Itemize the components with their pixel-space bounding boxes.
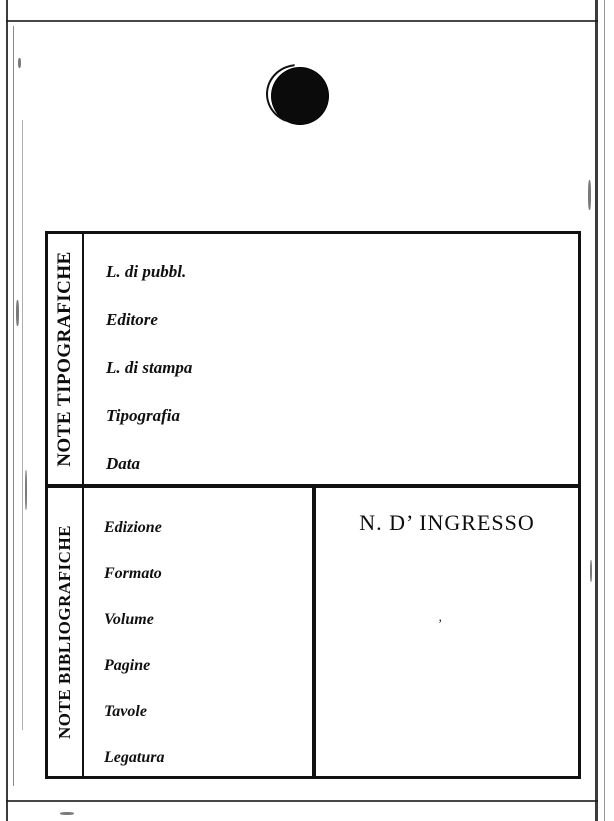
field-label-edizione: Edizione bbox=[104, 519, 162, 536]
field-row[interactable] bbox=[106, 388, 564, 428]
page-edge-right-inner bbox=[604, 0, 605, 821]
field-list-tipografiche bbox=[84, 234, 578, 484]
field-input-legatura[interactable] bbox=[172, 755, 306, 769]
section-note-tipografiche bbox=[48, 234, 578, 488]
field-label-tipografia: Tipografia bbox=[106, 406, 180, 425]
scan-speckle bbox=[590, 560, 592, 582]
side-label-text: NOTE BIBLIOGRAFICHE bbox=[55, 524, 74, 740]
section-note-bibliografiche bbox=[48, 488, 578, 776]
field-label-volume: Volume bbox=[104, 611, 154, 628]
page-edge-left bbox=[6, 0, 8, 821]
field-row[interactable] bbox=[104, 679, 306, 723]
scan-speckle bbox=[588, 180, 591, 210]
field-row[interactable] bbox=[104, 725, 306, 769]
field-input-edizione[interactable] bbox=[170, 525, 306, 539]
field-row[interactable] bbox=[106, 436, 564, 476]
field-input-volume[interactable] bbox=[162, 617, 306, 631]
page-edge-left-faint bbox=[22, 120, 23, 730]
ink-mark: ’ bbox=[438, 616, 443, 631]
field-label-formato: Formato bbox=[104, 565, 162, 582]
page-edge-left-inner bbox=[13, 26, 14, 786]
page-edge-right bbox=[595, 0, 598, 821]
field-row[interactable] bbox=[104, 495, 306, 539]
field-label-pagine: Pagine bbox=[104, 657, 151, 674]
field-label-l-di-stampa: L. di stampa bbox=[106, 358, 193, 377]
panel-numero-ingresso[interactable] bbox=[316, 488, 578, 776]
field-row[interactable] bbox=[106, 292, 564, 332]
field-row[interactable] bbox=[104, 633, 306, 677]
scan-speckle bbox=[18, 58, 21, 68]
field-input-editore[interactable] bbox=[166, 318, 564, 332]
scan-speckle bbox=[60, 812, 74, 815]
scan-speckle bbox=[25, 470, 27, 510]
page-edge-bottom bbox=[6, 800, 598, 802]
field-label-tavole: Tavole bbox=[104, 703, 147, 720]
field-label-l-di-pubbl: L. di pubbl. bbox=[106, 262, 187, 281]
section-side-label-tipografiche bbox=[48, 234, 84, 484]
field-label-legatura: Legatura bbox=[104, 749, 165, 766]
field-row[interactable] bbox=[104, 587, 306, 631]
scan-speckle bbox=[16, 300, 19, 326]
side-label-text: NOTE TIPOGRAFICHE bbox=[54, 251, 75, 467]
field-input-l-di-stampa[interactable] bbox=[200, 366, 564, 380]
field-input-data[interactable] bbox=[148, 462, 564, 476]
field-row[interactable] bbox=[106, 244, 564, 284]
punch-hole-icon bbox=[272, 68, 328, 124]
field-input-formato[interactable] bbox=[170, 571, 306, 585]
field-list-bibliografiche bbox=[84, 488, 316, 776]
field-row[interactable] bbox=[106, 340, 564, 380]
page-edge-top bbox=[6, 20, 598, 22]
section-side-label-bibliografiche bbox=[48, 488, 84, 776]
field-input-tipografia[interactable] bbox=[188, 414, 564, 428]
field-label-editore: Editore bbox=[106, 310, 158, 329]
field-row[interactable] bbox=[104, 541, 306, 585]
catalog-card bbox=[45, 231, 581, 779]
field-input-tavole[interactable] bbox=[155, 709, 306, 723]
field-label-data: Data bbox=[106, 454, 140, 473]
section-body-bibliografiche bbox=[84, 488, 578, 776]
field-input-l-di-pubbl[interactable] bbox=[194, 270, 564, 284]
panel-title-numero-ingresso: N. D’ INGRESSO bbox=[359, 510, 535, 535]
field-input-pagine[interactable] bbox=[158, 663, 306, 677]
